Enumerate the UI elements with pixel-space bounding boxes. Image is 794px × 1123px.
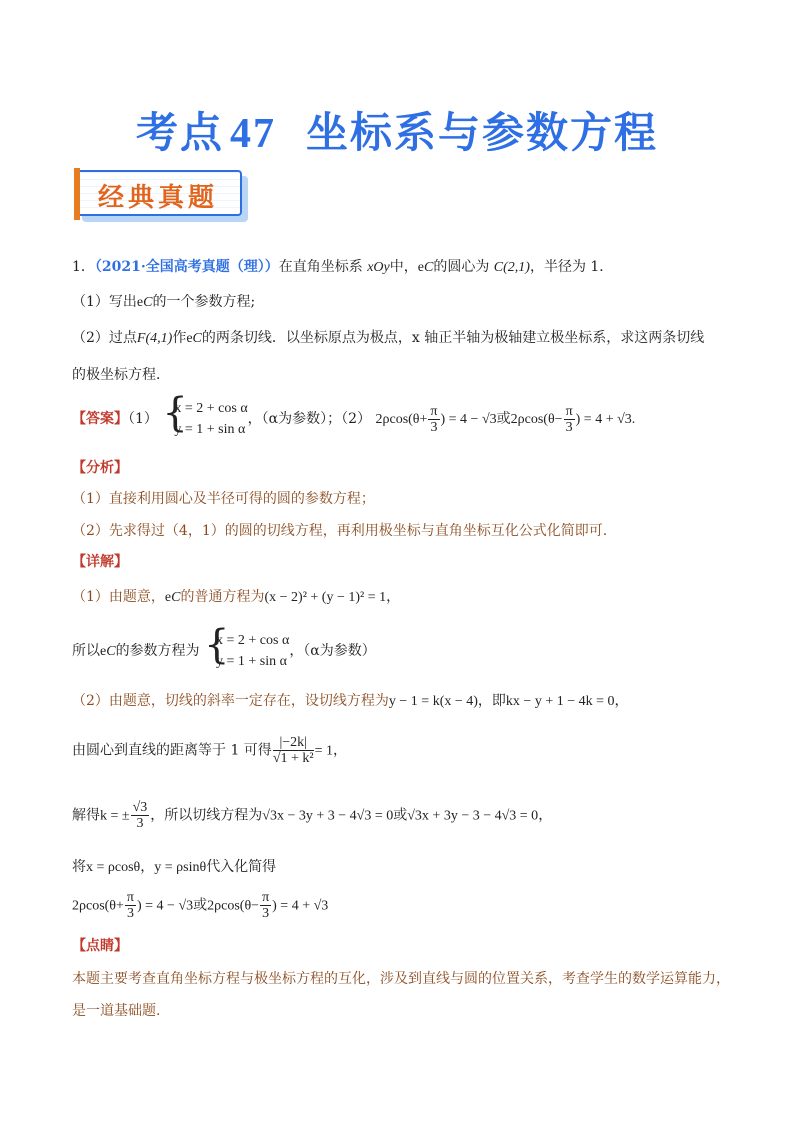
detail-text: ， <box>386 589 401 605</box>
title-main: 考点 <box>135 108 224 157</box>
detail-line-1 <box>72 586 400 606</box>
detail-line-4 <box>72 735 347 766</box>
circle-symbol: e <box>136 295 144 310</box>
frac-num: π <box>262 890 270 905</box>
frac-den: 3 <box>136 816 144 831</box>
answer-tag: 【答案】 <box>72 411 128 427</box>
math-expr: k = ± <box>100 808 130 824</box>
math-xoy: xOy <box>367 260 390 275</box>
section-badge <box>74 168 250 226</box>
problem-text: 中， <box>389 259 418 275</box>
problem-intro: 在直角坐标系 <box>278 259 363 275</box>
detail-text: 代入化简得 <box>206 859 277 875</box>
fraction <box>273 735 314 766</box>
math-expr: 2ρcos(θ+ <box>375 412 428 427</box>
math-expr: 2ρcos(θ− <box>207 898 260 914</box>
detail-text: 解得 <box>72 807 100 824</box>
detail-text: （1）由题意， <box>72 589 165 605</box>
math-expr: x = ρcosθ <box>86 860 141 875</box>
frac-den: 3 <box>126 906 134 921</box>
math-expr: (x − 2)² + (y − 1)² = 1 <box>264 590 387 605</box>
brace-icon: { <box>204 622 230 668</box>
problem-source: （2021·全国高考真题（理）） <box>94 259 279 275</box>
math-expr: √3x + 3y − 3 − 4√3 = 0 <box>407 808 539 824</box>
detail-text: （2）由题意，切线的斜率一定存在，设切线方程为 <box>72 693 389 709</box>
detail-text: ， <box>140 859 155 875</box>
problem-text: ，半径为 1． <box>529 259 614 275</box>
page-title <box>0 100 794 160</box>
frac-num: π <box>565 403 573 419</box>
math-expr: 2ρcos(θ+ <box>72 898 124 914</box>
question-text: 的两条切线．以坐标原点为极点，x 轴正半轴为极轴建立极坐标系，求这两条切线 <box>201 330 705 346</box>
problem-number: 1． <box>72 259 95 275</box>
question-text: 作 <box>172 330 187 346</box>
detail-text: ，即 <box>477 693 506 709</box>
question-1 <box>72 291 255 311</box>
frac-den: √1 + k² <box>272 751 314 766</box>
question-text: （1）写出 <box>72 294 137 310</box>
answer-text: ，（α为参数）；（2） <box>247 411 372 427</box>
fraction <box>564 404 575 435</box>
frac-num: π <box>126 890 134 905</box>
title-topic: 坐标系与参数方程 <box>306 108 659 157</box>
param-system <box>162 390 248 440</box>
circle-symbol: e <box>417 260 424 275</box>
math-expr: y − 1 = k(x − 4) <box>388 694 478 709</box>
remark-tag: 【点睛】 <box>72 938 128 954</box>
question-2 <box>72 327 704 347</box>
detail-text: ，（α为参数） <box>289 643 376 659</box>
frac-num: √3 <box>132 800 148 815</box>
math-c: C <box>106 644 116 659</box>
detail-text: 由圆心到直线的距离等于 1 可得 <box>72 742 272 759</box>
frac-den: 3 <box>430 419 438 435</box>
fraction <box>428 404 439 435</box>
question-text: 的一个参数方程; <box>152 294 256 310</box>
math-expr: y = ρsinθ <box>154 860 207 875</box>
brace-icon: { <box>162 390 188 436</box>
analysis-line-2: （2）先求得过（4，1）的圆的切线方程，再利用极坐标与直角坐标互化公式化简即可. <box>72 523 608 539</box>
problem-line-1 <box>72 256 613 276</box>
badge-label: 经典真题 <box>98 183 219 213</box>
math-expr: ) = 4 − √3 <box>137 898 194 914</box>
math-center: C(2,1) <box>493 260 530 275</box>
circle-symbol: e <box>186 331 193 346</box>
math-expr: 2ρcos(θ− <box>510 412 563 427</box>
circle-symbol: e <box>100 644 107 659</box>
math-expr: = 1， <box>314 743 347 759</box>
answer-text: （1） <box>128 411 158 427</box>
question-text: （2）过点 <box>72 330 137 346</box>
remark-line-1: 本题主要考查直角坐标方程与极坐标方程的互化，涉及到直线与圆的位置关系，考查学生的数学运算能力， <box>72 971 730 987</box>
system-row: y = 1 + sin α <box>174 422 246 437</box>
circle-symbol: e <box>164 590 172 605</box>
title-number: 47 <box>230 111 276 157</box>
fraction <box>125 890 136 921</box>
math-expr: ) = 4 + √3 <box>272 898 329 914</box>
math-c: C <box>171 590 181 605</box>
detail-text: ， <box>614 693 629 709</box>
question-2-cont <box>72 364 170 384</box>
detail-tag: 【详解】 <box>72 554 128 570</box>
detail-line-7 <box>72 890 328 921</box>
badge-flag <box>74 168 80 220</box>
math-point: F(4,1) <box>136 331 173 346</box>
detail-line-6 <box>72 856 276 876</box>
answer-line <box>72 390 636 440</box>
remark-line-2: 是一道基础题. <box>72 1003 161 1019</box>
detail-text: 或 <box>393 807 408 824</box>
frac-num: |−2k| <box>273 735 314 751</box>
math-c: C <box>423 260 434 275</box>
detail-text: ，所以切线方程为 <box>150 807 263 824</box>
fraction <box>131 800 150 831</box>
frac-num: π <box>430 403 438 419</box>
math-expr: ) = 4 − √3 <box>440 412 497 427</box>
fraction <box>260 890 271 921</box>
param-system <box>204 622 290 672</box>
analysis-tag: 【分析】 <box>72 460 128 476</box>
detail-text: ， <box>538 807 553 824</box>
math-c: C <box>143 295 153 310</box>
math-expr: ) = 4 + √3. <box>575 412 636 427</box>
analysis-line-1: （1）直接利用圆心及半径可得的圆的参数方程； <box>72 491 375 507</box>
math-expr: kx − y + 1 − 4k = 0 <box>505 694 615 709</box>
answer-text: 或 <box>496 411 511 427</box>
detail-line-5 <box>72 800 552 831</box>
system-row: x = 2 + cos α <box>174 401 248 416</box>
system-row: x = 2 + cos α <box>216 633 290 648</box>
detail-line-2 <box>72 622 376 672</box>
detail-text: 所以 <box>72 643 100 659</box>
system-row: y = 1 + sin α <box>216 654 287 669</box>
detail-text: 的参数方程为 <box>115 643 200 659</box>
detail-text: 的普通方程为 <box>180 589 265 605</box>
question-text: 的极坐标方程． <box>72 367 170 383</box>
math-c: C <box>192 331 202 346</box>
math-expr: √3x − 3y + 3 − 4√3 = 0 <box>262 808 394 824</box>
detail-line-3 <box>72 690 629 710</box>
frac-den: 3 <box>565 419 573 435</box>
problem-text: 的圆心为 <box>433 259 490 275</box>
detail-text: 将 <box>72 859 86 875</box>
detail-text: 或 <box>193 897 208 914</box>
frac-den: 3 <box>262 906 270 921</box>
